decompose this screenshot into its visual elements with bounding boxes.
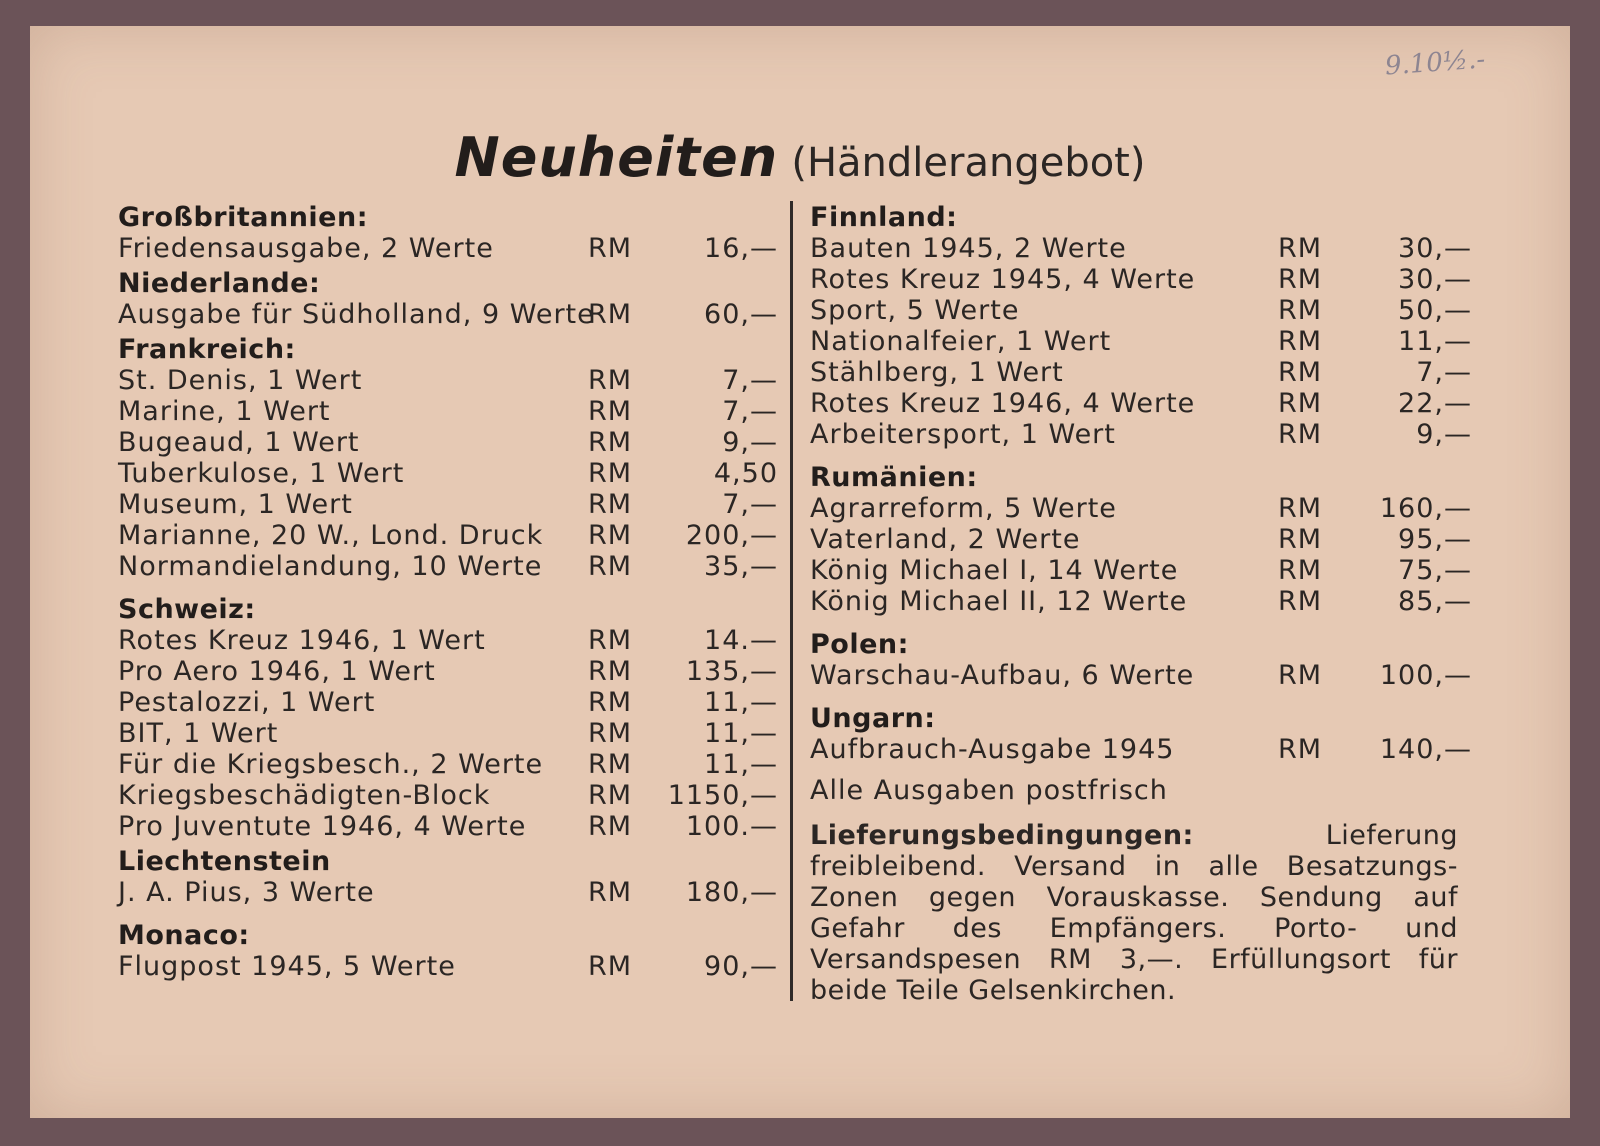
item-name: Stählberg, 1 Wert	[810, 357, 1064, 388]
item-name: Rotes Kreuz 1945, 4 Werte	[810, 264, 1196, 295]
item-price: 140,—	[1379, 734, 1472, 765]
page-title	[30, 126, 1570, 189]
item-price: 30,—	[1398, 264, 1472, 295]
title-main: Neuheiten	[454, 126, 779, 189]
list-item	[118, 718, 818, 749]
item-currency: RM	[588, 718, 633, 749]
item-currency: RM	[588, 780, 633, 811]
item-name: Bauten 1945, 2 Werte	[810, 233, 1127, 264]
item-currency: RM	[588, 687, 633, 718]
item-price: 85,—	[1398, 586, 1472, 617]
item-price: 7,—	[722, 396, 778, 427]
item-name: Sport, 5 Werte	[810, 295, 1020, 326]
country-heading: Frankreich:	[118, 334, 296, 365]
country-heading: Polen:	[810, 629, 909, 660]
item-name: Rotes Kreuz 1946, 4 Werte	[810, 388, 1196, 419]
terms-label: Lieferungsbedingungen:	[810, 820, 1194, 851]
item-currency: RM	[1278, 326, 1323, 357]
list-item	[118, 656, 818, 687]
item-price: 9,—	[1416, 419, 1472, 450]
item-currency: RM	[1278, 586, 1323, 617]
title-subtitle: (Händlerangebot)	[791, 140, 1146, 186]
item-name: Pro Juventute 1946, 4 Werte	[118, 811, 527, 842]
country-heading: Finnland:	[810, 202, 958, 233]
list-item	[810, 524, 1510, 555]
item-name: König Michael II, 12 Werte	[810, 586, 1188, 617]
item-currency: RM	[588, 877, 633, 908]
item-name: Ausgabe für Südholland, 9 Werte	[118, 299, 595, 330]
item-price: 100.—	[685, 811, 778, 842]
pencil-annotation: 9.10½.-	[1383, 44, 1486, 82]
terms-text: Lieferung freibleibend. Versand in alle Besatzungs-Zonen gegen Vorauskasse. Sendung auf Gefahr des Empfängers. Porto- und Versandspesen RM 3,—. Erfüllungsort für beide Teile Gelsenkirchen.	[810, 820, 1458, 1006]
item-name: Marianne, 20 W., Lond. Druck	[118, 520, 544, 551]
item-name: Friedensausgabe, 2 Werte	[118, 233, 494, 264]
item-name: Marine, 1 Wert	[118, 396, 331, 427]
item-currency: RM	[588, 625, 633, 656]
item-currency: RM	[588, 489, 633, 520]
item-currency: RM	[1278, 419, 1323, 450]
list-item	[810, 388, 1510, 419]
item-name: Flugpost 1945, 5 Werte	[118, 951, 456, 982]
country-heading: Rumänien:	[810, 462, 978, 493]
list-item	[118, 951, 818, 982]
country-heading: Liechtenstein	[118, 846, 331, 877]
list-item	[810, 555, 1510, 586]
country-heading: Monaco:	[118, 920, 250, 951]
list-item	[810, 357, 1510, 388]
list-item	[118, 551, 818, 582]
list-item	[118, 625, 818, 656]
item-currency: RM	[1278, 555, 1323, 586]
item-currency: RM	[588, 233, 633, 264]
list-item	[810, 493, 1510, 524]
country-heading: Ungarn:	[810, 703, 936, 734]
delivery-terms	[810, 820, 1458, 1006]
item-price: 1150,—	[667, 780, 778, 811]
item-currency: RM	[588, 427, 633, 458]
item-price: 11,—	[704, 687, 778, 718]
price-list-card	[30, 26, 1570, 1118]
item-currency: RM	[588, 551, 633, 582]
list-item	[118, 233, 818, 264]
stock-note: Alle Ausgaben postfrisch	[810, 775, 1168, 806]
list-item	[118, 458, 818, 489]
country-heading: Großbritannien:	[118, 202, 368, 233]
item-currency: RM	[1278, 524, 1323, 555]
item-price: 200,—	[685, 520, 778, 551]
item-currency: RM	[1278, 357, 1323, 388]
item-price: 7,—	[722, 489, 778, 520]
item-price: 160,—	[1379, 493, 1472, 524]
item-name: König Michael I, 14 Werte	[810, 555, 1179, 586]
item-price: 35,—	[704, 551, 778, 582]
item-currency: RM	[588, 520, 633, 551]
list-item	[118, 687, 818, 718]
item-name: Für die Kriegsbesch., 2 Werte	[118, 749, 544, 780]
list-item	[118, 365, 818, 396]
item-price: 135,—	[685, 656, 778, 687]
item-name: St. Denis, 1 Wert	[118, 365, 363, 396]
item-currency: RM	[1278, 388, 1323, 419]
country-heading: Niederlande:	[118, 268, 321, 299]
country-heading: Schweiz:	[118, 594, 256, 625]
item-price: 7,—	[1416, 357, 1472, 388]
item-price: 30,—	[1398, 233, 1472, 264]
item-currency: RM	[1278, 295, 1323, 326]
item-name: Rotes Kreuz 1946, 1 Wert	[118, 625, 486, 656]
item-name: Arbeitersport, 1 Wert	[810, 419, 1116, 450]
item-price: 11,—	[704, 718, 778, 749]
item-price: 16,—	[704, 233, 778, 264]
item-price: 100,—	[1379, 660, 1472, 691]
list-item	[810, 660, 1510, 691]
list-item	[810, 734, 1510, 765]
item-price: 14.—	[704, 625, 778, 656]
item-name: BIT, 1 Wert	[118, 718, 279, 749]
item-name: Vaterland, 2 Werte	[810, 524, 1081, 555]
item-currency: RM	[588, 656, 633, 687]
item-currency: RM	[1278, 233, 1323, 264]
list-item	[118, 811, 818, 842]
item-name: Agrarreform, 5 Werte	[810, 493, 1117, 524]
item-name: Tuberkulose, 1 Wert	[118, 458, 405, 489]
item-currency: RM	[1278, 660, 1323, 691]
list-item	[118, 396, 818, 427]
list-item	[118, 780, 818, 811]
list-item	[118, 520, 818, 551]
item-name: Kriegsbeschädigten-Block	[118, 780, 491, 811]
list-item	[810, 326, 1510, 357]
list-item	[810, 586, 1510, 617]
item-name: Nationalfeier, 1 Wert	[810, 326, 1112, 357]
list-item	[118, 489, 818, 520]
left-column	[118, 198, 818, 982]
right-column	[810, 198, 1510, 1006]
item-price: 90,—	[704, 951, 778, 982]
list-item	[118, 299, 818, 330]
list-item	[810, 233, 1510, 264]
item-price: 11,—	[704, 749, 778, 780]
item-price: 22,—	[1398, 388, 1472, 419]
item-name: Warschau-Aufbau, 6 Werte	[810, 660, 1195, 691]
item-currency: RM	[588, 365, 633, 396]
item-currency: RM	[588, 396, 633, 427]
list-item	[118, 877, 818, 908]
item-name: Bugeaud, 1 Wert	[118, 427, 360, 458]
item-currency: RM	[1278, 734, 1323, 765]
item-currency: RM	[588, 749, 633, 780]
item-price: 180,—	[685, 877, 778, 908]
item-currency: RM	[588, 458, 633, 489]
item-price: 95,—	[1398, 524, 1472, 555]
item-currency: RM	[1278, 493, 1323, 524]
list-item	[810, 264, 1510, 295]
list-item	[810, 295, 1510, 326]
item-name: Museum, 1 Wert	[118, 489, 353, 520]
column-divider	[790, 201, 793, 1001]
item-price: 75,—	[1398, 555, 1472, 586]
item-price: 50,—	[1398, 295, 1472, 326]
item-currency: RM	[588, 811, 633, 842]
list-item	[118, 749, 818, 780]
item-name: Normandielandung, 10 Werte	[118, 551, 543, 582]
item-price: 9,—	[722, 427, 778, 458]
list-item	[810, 419, 1510, 450]
item-currency: RM	[588, 299, 633, 330]
item-price: 11,—	[1398, 326, 1472, 357]
item-name: Aufbrauch-Ausgabe 1945	[810, 734, 1175, 765]
item-price: 4,50	[713, 458, 778, 489]
item-name: Pestalozzi, 1 Wert	[118, 687, 376, 718]
item-price: 7,—	[722, 365, 778, 396]
item-price: 60,—	[704, 299, 778, 330]
item-currency: RM	[588, 951, 633, 982]
list-item	[118, 427, 818, 458]
item-name: Pro Aero 1946, 1 Wert	[118, 656, 436, 687]
item-name: J. A. Pius, 3 Werte	[118, 877, 375, 908]
item-currency: RM	[1278, 264, 1323, 295]
